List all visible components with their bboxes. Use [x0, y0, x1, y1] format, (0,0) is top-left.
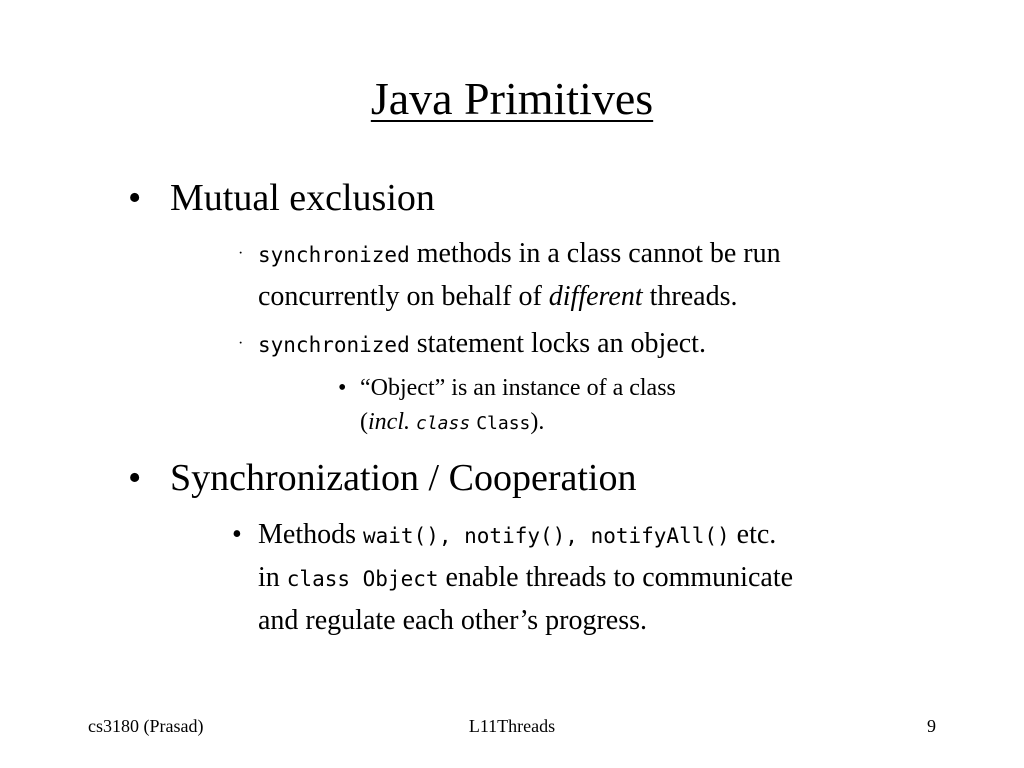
- sub-bullet-dot: ·: [238, 245, 244, 262]
- code-class-keyword: class: [416, 413, 471, 434]
- sub-bullet-text: statement locks an object.: [409, 328, 706, 359]
- paren-open: (: [360, 409, 368, 435]
- sub-bullet-text: enable threads to communicate: [438, 562, 794, 593]
- sub-bullet-text: in: [258, 562, 287, 593]
- sub-bullet-text: Methods: [258, 519, 363, 550]
- bullet-dot: •: [128, 177, 142, 219]
- sub-bullet-line-2: [258, 276, 781, 317]
- sub-sub-bullet-dot: •: [338, 375, 347, 401]
- sub-sub-bullet-line-1: “Object” is an instance of a class: [360, 375, 676, 401]
- bullet-dot: •: [128, 457, 142, 499]
- bullet-text: Mutual exclusion: [170, 177, 435, 219]
- footer-page-number: 9: [927, 716, 936, 736]
- code-methods: wait(), notify(), notifyAll(): [363, 524, 730, 548]
- code-class-name: Class: [476, 413, 531, 434]
- code-synchronized: synchronized: [258, 243, 410, 267]
- paren-close: ).: [530, 409, 545, 435]
- code-class-object: class Object: [286, 567, 439, 591]
- sub-bullet-dot: •: [232, 519, 242, 550]
- footer-author: cs3180 (Prasad): [88, 716, 204, 736]
- sub-bullet-text: threads.: [649, 281, 738, 312]
- sub-bullet-line-3: and regulate each other’s progress.: [258, 605, 647, 636]
- sub-bullet-line-1: [258, 233, 781, 276]
- sub-bullet-dot: ·: [238, 335, 244, 352]
- sub-bullet-line-1: [258, 514, 793, 557]
- emphasis-different: different: [548, 281, 643, 312]
- footer-lecture: L11Threads: [468, 716, 556, 736]
- sub-bullet-text: etc.: [729, 519, 777, 550]
- sub-bullet-line-2: [258, 557, 793, 600]
- emphasis-incl: incl.: [368, 409, 410, 435]
- code-synchronized: synchronized: [258, 333, 410, 357]
- bullet-text: Synchronization / Cooperation: [170, 457, 637, 499]
- sub-bullet-text: concurrently on behalf of: [258, 281, 549, 312]
- sub-bullet-text: methods in a class cannot be run: [409, 238, 781, 269]
- sub-sub-bullet-line-2: [360, 405, 676, 441]
- slide-title: Java Primitives: [370, 73, 654, 124]
- sub-bullet-line-1: [258, 323, 706, 366]
